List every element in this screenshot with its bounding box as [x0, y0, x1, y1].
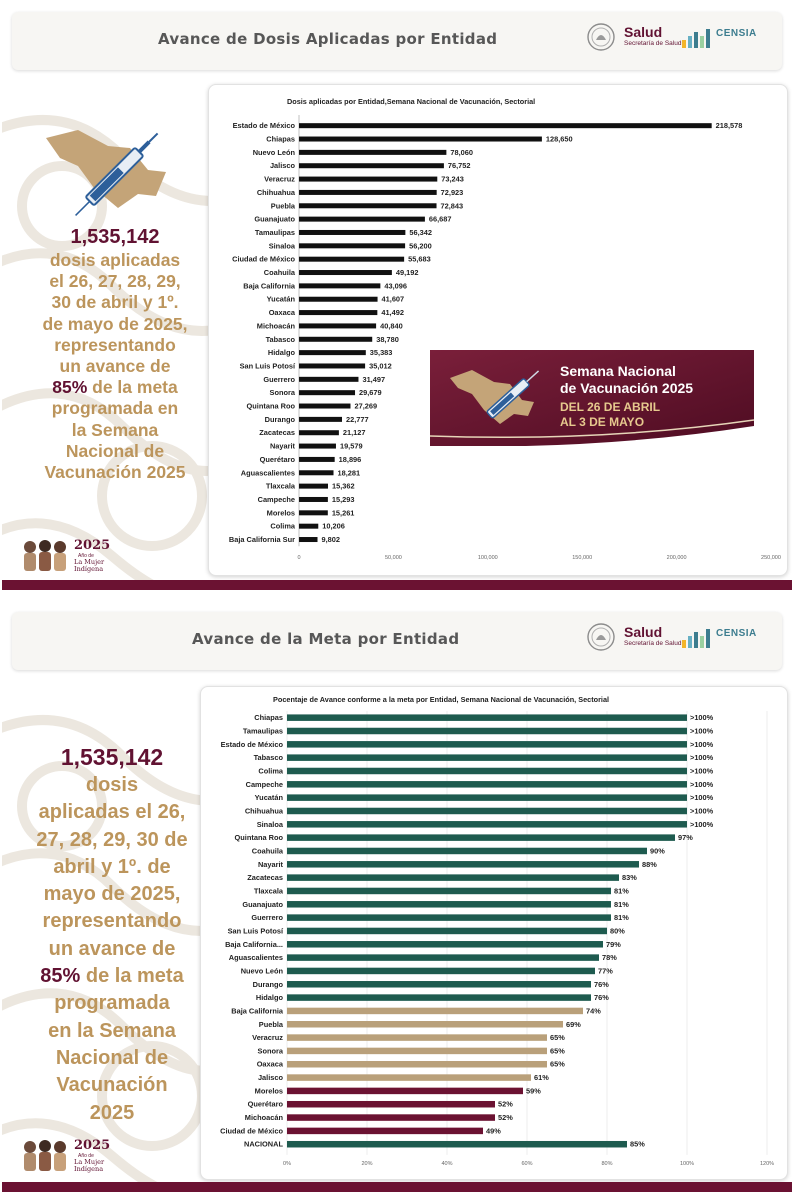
bar [287, 848, 647, 855]
value-label: >100% [690, 753, 714, 763]
category-label: Hidalgo [267, 348, 295, 358]
value-label: 85% [630, 1139, 645, 1149]
value-label: 56,342 [409, 227, 432, 237]
value-label: >100% [690, 793, 714, 803]
category-label: Tabasco [265, 334, 295, 344]
category-label: Guanajuato [242, 899, 283, 909]
x-tick-label: 40% [441, 1160, 453, 1167]
summary-line: Vacunación 2025 [44, 462, 186, 483]
summary-line: 30 de abril y 1º. [51, 292, 179, 313]
bar [299, 297, 378, 302]
bar [299, 243, 405, 248]
summary-line: mayo de 2025, [43, 883, 181, 906]
value-label: 72,923 [440, 187, 464, 197]
category-label: Guerrero [251, 913, 283, 923]
value-label: 49% [486, 1126, 501, 1136]
category-label: Jalisco [269, 161, 295, 171]
category-label: Yucatán [254, 793, 283, 803]
value-label: >100% [690, 726, 714, 736]
summary-line: aplicadas el 26, [38, 801, 186, 824]
bar [287, 754, 687, 761]
category-label: San Luis Potosí [239, 361, 295, 371]
value-label: 41,492 [381, 308, 404, 318]
category-label: Baja California... [225, 939, 283, 949]
value-label: 61% [534, 1073, 549, 1083]
value-label: 69% [566, 1019, 581, 1029]
summary-line-pct [20, 377, 210, 398]
summary-line: representando [42, 910, 182, 933]
category-label: Tamaulipas [254, 227, 295, 237]
chart1-svg [209, 85, 787, 575]
page-title: Avance de Dosis Aplicadas por Entidad [158, 30, 498, 48]
summary-pct: 85% [52, 377, 88, 398]
bar [287, 914, 611, 921]
summary-line: el 26, 27, 28, 29, [49, 271, 181, 292]
category-label: Campeche [257, 494, 295, 504]
category-label: Chihuahua [244, 806, 283, 816]
summary-line: 2025 [89, 1101, 135, 1124]
category-label: Colima [258, 766, 283, 776]
value-label: 97% [678, 833, 693, 843]
bar [287, 941, 603, 948]
category-label: Zacatecas [247, 873, 283, 883]
summary-line: de mayo de 2025, [42, 313, 188, 334]
category-label: Chihuahua [256, 187, 295, 197]
bar [299, 270, 392, 275]
banner-line3: DEL 26 DE ABRIL [560, 400, 661, 414]
salud-subtitle: Secretaría de Salud [624, 640, 682, 647]
category-label: Aguascalientes [240, 468, 295, 478]
summary-line: Nacional de [55, 1046, 169, 1069]
bar [287, 1141, 627, 1148]
category-label: Morelos [254, 1086, 283, 1096]
value-label: >100% [690, 713, 714, 723]
value-label: 27,269 [354, 401, 378, 411]
category-label: Puebla [270, 201, 295, 211]
category-label: Coahuila [263, 268, 295, 278]
value-label: 40,840 [380, 321, 403, 331]
mexico-seal-icon [586, 22, 616, 52]
x-tick-label: 250,000 [761, 555, 781, 561]
bar [287, 741, 687, 748]
bar [299, 444, 336, 449]
logo-year: 2025 [74, 1138, 111, 1153]
x-tick-label: 100,000 [477, 555, 498, 561]
logo-sub3: Indígena [74, 565, 104, 573]
x-tick-label: 200,000 [666, 555, 687, 561]
value-label: 52% [498, 1113, 513, 1123]
value-label: 21,127 [342, 428, 366, 438]
value-label: 77% [598, 966, 613, 976]
category-label: Veracruz [264, 174, 295, 184]
value-label: 38,780 [376, 334, 399, 344]
category-label: NACIONAL [243, 1139, 283, 1149]
censia-logo-text: CENSIA [716, 628, 757, 639]
bar [299, 470, 334, 475]
bar [299, 390, 355, 395]
category-label: Jalisco [257, 1073, 283, 1083]
logo-sub3: Indígena [74, 1165, 104, 1173]
bar [287, 888, 611, 895]
summary-total: 1,535,142 [60, 744, 164, 770]
value-label: 90% [650, 846, 665, 856]
x-tick-label: 120% [759, 1160, 775, 1167]
value-label: >100% [690, 819, 714, 829]
mexico-seal-icon [586, 622, 616, 652]
summary-line: dosis [85, 774, 139, 796]
slide-dosis-aplicadas [2, 2, 792, 590]
bar [287, 1128, 483, 1135]
x-tick-label: 80% [601, 1160, 613, 1167]
bar [299, 257, 404, 262]
logo-year: 2025 [74, 538, 111, 553]
value-label: 22,777 [346, 414, 369, 424]
category-label: Campeche [245, 779, 283, 789]
value-label: 59% [526, 1086, 541, 1096]
summary-line: en la Semana [48, 1019, 176, 1042]
bar [299, 537, 318, 542]
category-label: Yucatán [266, 294, 295, 304]
category-label: Colima [270, 521, 295, 531]
category-label: Guerrero [263, 374, 295, 384]
bar [299, 377, 358, 382]
value-label: 81% [614, 886, 629, 896]
bar [299, 323, 376, 328]
bar [287, 874, 619, 881]
bar [287, 861, 639, 868]
bar [299, 404, 350, 409]
value-label: 15,261 [331, 508, 355, 518]
bar [299, 524, 318, 529]
semana-vacunacion-banner [430, 350, 754, 446]
category-label: Hidalgo [255, 993, 283, 1003]
x-tick-label: 20% [361, 1160, 373, 1167]
bar [287, 821, 687, 828]
category-label: Nuevo León [240, 966, 283, 976]
bar [299, 177, 437, 182]
women-silhouettes-icon [20, 538, 70, 572]
summary-line: Vacunación [56, 1074, 168, 1097]
value-label: 41,607 [381, 294, 405, 304]
category-label: Estado de México [220, 739, 283, 749]
category-label: Nayarit [269, 441, 295, 451]
category-label: Nuevo León [252, 147, 295, 157]
slide2-header [12, 612, 782, 670]
bar [287, 994, 591, 1001]
summary-text [20, 224, 210, 483]
bar [287, 1114, 495, 1121]
summary-after-pct: de la meta [80, 965, 184, 988]
value-label: 56,200 [409, 241, 432, 251]
category-label: Nayarit [257, 859, 283, 869]
value-label: 43,096 [384, 281, 407, 291]
logo-sub2: La Mujer [74, 558, 105, 566]
logo-sub2: La Mujer [74, 1158, 105, 1166]
category-label: Baja California [243, 281, 295, 291]
bar [299, 230, 405, 235]
bar [299, 363, 365, 368]
slide1-header [12, 12, 782, 70]
mujer-indigena-logo [20, 536, 120, 576]
category-label: Baja California [231, 1006, 283, 1016]
value-label: >100% [690, 806, 714, 816]
bar [299, 430, 339, 435]
bar [287, 1101, 495, 1108]
category-label: Michoacán [256, 321, 295, 331]
censia-logo-text: CENSIA [716, 28, 757, 39]
value-label: 65% [550, 1046, 565, 1056]
value-label: 66,687 [428, 214, 452, 224]
category-label: Querétaro [247, 1099, 283, 1109]
chart2-card [200, 686, 788, 1180]
category-label: Tamaulipas [242, 726, 283, 736]
page-title: Avance de la Meta por Entidad [192, 630, 460, 648]
banner-line4: AL 3 DE MAYO [560, 415, 645, 429]
value-label: 18,281 [337, 468, 361, 478]
bar [299, 190, 437, 195]
value-label: 78,060 [450, 147, 473, 157]
value-label: 65% [550, 1033, 565, 1043]
category-label: Estado de México [232, 121, 295, 131]
censia-logo-icon [680, 626, 714, 650]
bar [287, 954, 599, 961]
mujer-indigena-logo [20, 1136, 120, 1176]
category-label: Zacatecas [259, 428, 295, 438]
salud-logo-text: Salud [624, 624, 663, 640]
bar [299, 150, 446, 155]
x-tick-label: 0% [283, 1160, 291, 1167]
bar [287, 901, 611, 908]
bar [299, 283, 380, 288]
chart1-card [208, 84, 788, 576]
value-label: 73,243 [441, 174, 464, 184]
value-label: 18,896 [338, 454, 362, 464]
logo-sub1: Año de [78, 553, 94, 559]
bar [287, 1034, 547, 1041]
value-label: 65% [550, 1059, 565, 1069]
bar [287, 728, 687, 735]
category-label: Tlaxcala [253, 886, 283, 896]
bar [287, 1061, 547, 1068]
value-label: 31,497 [362, 374, 386, 384]
value-label: 88% [642, 859, 657, 869]
slide-avance-meta [2, 602, 792, 1192]
category-label: Ciudad de México [220, 1126, 283, 1136]
x-tick-label: 50,000 [384, 555, 402, 561]
bar [299, 203, 437, 208]
value-label: 9,802 [321, 535, 341, 545]
bar [299, 510, 328, 515]
value-label: 76% [594, 993, 609, 1003]
category-label: Chiapas [266, 134, 295, 144]
mexico-map-syringe-icon [38, 118, 178, 218]
bar [299, 310, 377, 315]
value-label: 74% [586, 1006, 601, 1016]
value-label: 10,206 [322, 521, 345, 531]
chart2-svg [201, 687, 787, 1179]
bar [299, 484, 328, 489]
banner-line2: de Vacunación 2025 [560, 380, 694, 396]
summary-line: la Semana [71, 419, 159, 440]
category-label: Ciudad de México [232, 254, 295, 264]
x-tick-label: 60% [521, 1160, 533, 1167]
bar [287, 968, 595, 975]
summary-line: 27, 28, 29, 30 de [36, 828, 188, 851]
slide2-footer-bar [2, 1182, 792, 1192]
x-tick-label: 100% [679, 1160, 695, 1167]
category-label: Chiapas [254, 713, 283, 723]
category-label: Aguascalientes [228, 953, 283, 963]
bar [287, 928, 607, 935]
category-label: Sinaloa [256, 819, 283, 829]
banner-line1: Semana Nacional [560, 363, 676, 379]
bar [287, 834, 675, 841]
bar [287, 1088, 523, 1095]
category-label: Sinaloa [268, 241, 295, 251]
value-label: 72,843 [440, 201, 464, 211]
category-label: Veracruz [252, 1033, 283, 1043]
category-label: Quintana Roo [234, 833, 283, 843]
bar [299, 457, 335, 462]
salud-subtitle: Secretaría de Salud [624, 40, 682, 47]
bar [287, 1074, 531, 1081]
value-label: >100% [690, 766, 714, 776]
summary-line: representando [54, 334, 176, 355]
summary-line: programada en [51, 398, 179, 419]
bar [299, 417, 342, 422]
value-label: 128,650 [545, 134, 573, 144]
category-label: Oaxaca [256, 1059, 283, 1069]
value-label: 55,683 [408, 254, 431, 264]
value-label: 76% [594, 979, 609, 989]
value-label: 81% [614, 899, 629, 909]
summary-line: dosis aplicadas [49, 250, 181, 270]
category-label: Morelos [266, 508, 295, 518]
bar [287, 808, 687, 815]
bar [287, 981, 591, 988]
censia-logo-icon [680, 26, 714, 50]
summary-line: un avance de [48, 937, 176, 960]
category-label: Oaxaca [268, 308, 295, 318]
bar [299, 497, 328, 502]
category-label: San Luis Potosí [227, 926, 283, 936]
bar [287, 1021, 563, 1028]
category-label: Durango [252, 979, 283, 989]
bar [287, 1048, 547, 1055]
value-label: 29,679 [359, 388, 382, 398]
value-label: 79% [606, 939, 621, 949]
category-label: Querétaro [259, 454, 295, 464]
bar [299, 350, 366, 355]
value-label: 15,293 [331, 494, 355, 504]
bar [287, 781, 687, 788]
summary-line-pct [12, 963, 212, 990]
value-label: >100% [690, 739, 714, 749]
bar [287, 768, 687, 775]
bar [299, 217, 425, 222]
summary-line: programada [54, 992, 170, 1015]
bar [287, 1008, 583, 1015]
category-label: Tlaxcala [265, 481, 295, 491]
value-label: 78% [602, 953, 617, 963]
x-tick-label: 0 [297, 555, 301, 561]
category-label: Quintana Roo [246, 401, 295, 411]
bar [299, 337, 372, 342]
summary-total: 1,535,142 [70, 226, 160, 248]
summary-line: abril y 1º. de [53, 855, 171, 878]
category-label: Sonora [257, 1046, 283, 1056]
bar [287, 794, 687, 801]
category-label: Tabasco [253, 753, 283, 763]
value-label: 81% [614, 913, 629, 923]
chart2-title: Pocentaje de Avance conforme a la meta por Entidad, Semana Nacional de Vacunación, Sectorial [273, 695, 610, 704]
value-label: 35,383 [369, 348, 393, 358]
value-label: 76,752 [447, 161, 471, 171]
category-label: Coahuila [251, 846, 283, 856]
summary-text [12, 742, 212, 1127]
value-label: 80% [610, 926, 625, 936]
value-label: 83% [622, 873, 637, 883]
salud-logo-text: Salud [624, 24, 663, 40]
value-label: 49,192 [395, 268, 419, 278]
value-label: 35,012 [369, 361, 392, 371]
women-silhouettes-icon [20, 1138, 70, 1172]
value-label: 218,578 [715, 121, 743, 131]
category-label: Puebla [258, 1019, 283, 1029]
value-label: 52% [498, 1099, 513, 1109]
bar [287, 714, 687, 721]
value-label: 15,362 [332, 481, 355, 491]
summary-pct: 85% [40, 965, 81, 988]
bar [299, 137, 542, 142]
slide1-footer-bar [2, 580, 792, 590]
chart1-title: Dosis aplicadas por Entidad,Semana Nacional de Vacunación, Sectorial [287, 97, 536, 106]
bar [299, 123, 712, 128]
category-label: Durango [264, 414, 295, 424]
logo-sub1: Año de [78, 1153, 94, 1159]
x-tick-label: 150,000 [572, 555, 593, 561]
summary-line: Nacional de [65, 440, 165, 461]
category-label: Sonora [269, 388, 295, 398]
value-label: 19,579 [339, 441, 363, 451]
summary-line: un avance de [59, 356, 171, 377]
category-label: Baja California Sur [228, 535, 295, 545]
category-label: Guanajuato [254, 214, 295, 224]
bar [299, 163, 444, 168]
category-label: Michoacán [244, 1113, 283, 1123]
summary-after-pct: de la meta [87, 377, 178, 398]
value-label: >100% [690, 779, 714, 789]
